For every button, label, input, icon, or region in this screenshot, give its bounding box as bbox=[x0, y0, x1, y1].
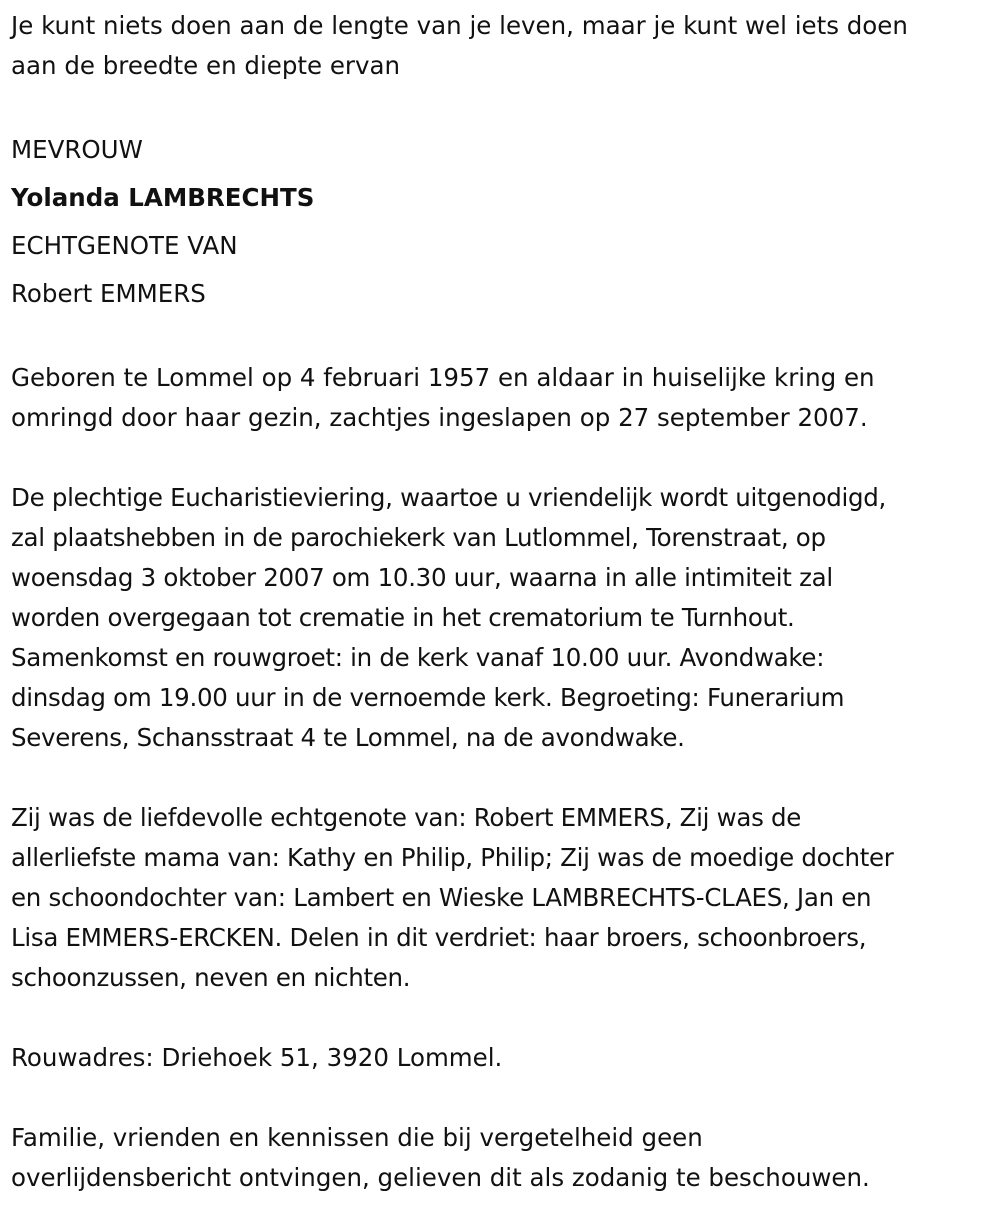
relation-label: ECHTGENOTE VAN bbox=[11, 231, 238, 260]
paragraph-spacer bbox=[11, 318, 996, 358]
paragraph-spacer bbox=[11, 438, 996, 478]
deceased-name: Yolanda LAMBRECHTS bbox=[11, 183, 315, 212]
salutation-text: MEVROUW bbox=[11, 135, 143, 164]
paragraph-spacer bbox=[11, 1078, 996, 1118]
family-paragraph: Zij was de liefdevolle echtgenote van: Robert EMMERS, Zij was de allerliefste mama van: Kathy en Philip, Philip; Zij was de moedige dochter en schoondochter van: Lambert en Wieske LAMBRECHTS-CLAES, Jan en Lisa EMMERS-ERCKEN. Delen in dit verdriet: haar broers, schoonbroers, schoonzussen, neven en nichten. bbox=[11, 803, 894, 992]
spouse-name: Robert EMMERS bbox=[11, 279, 206, 308]
birth-death-paragraph: Geboren te Lommel op 4 februari 1957 en aldaar in huiselijke kring en omringd door haar gezin, zachtjes ingeslapen op 27 september 2007. bbox=[11, 363, 875, 432]
obituary-document bbox=[11, 6, 996, 1198]
motto-text: Je kunt niets doen aan de lengte van je leven, maar je kunt wel iets doen aan de breedte en diepte ervan bbox=[11, 11, 908, 80]
paragraph-spacer bbox=[11, 86, 996, 126]
closing-paragraph: Familie, vrienden en kennissen die bij vergetelheid geen overlijdensbericht ontvingen, gelieven dit als zodanig te beschouwen. bbox=[11, 1123, 870, 1192]
paragraph-spacer bbox=[11, 758, 996, 798]
address-text: Rouwadres: Driehoek 51, 3920 Lommel. bbox=[11, 1043, 503, 1072]
ceremony-paragraph: De plechtige Eucharistieviering, waartoe u vriendelijk wordt uitgenodigd, zal plaatshebben in de parochiekerk van Lutlommel, Torenstraat, op woensdag 3 oktober 2007 om 10.30 uur, waarna in alle intimiteit zal worden overgegaan tot crematie in het crematorium te Turnhout. Samenkomst en rouwgroet: in de kerk vanaf 10.00 uur. Avondwake: dinsdag om 19.00 uur in de vernoemde kerk. Begroeting: Funerarium Severens, Schansstraat 4 te Lommel, na de avondwake. bbox=[11, 483, 887, 752]
paragraph-spacer bbox=[11, 998, 996, 1038]
